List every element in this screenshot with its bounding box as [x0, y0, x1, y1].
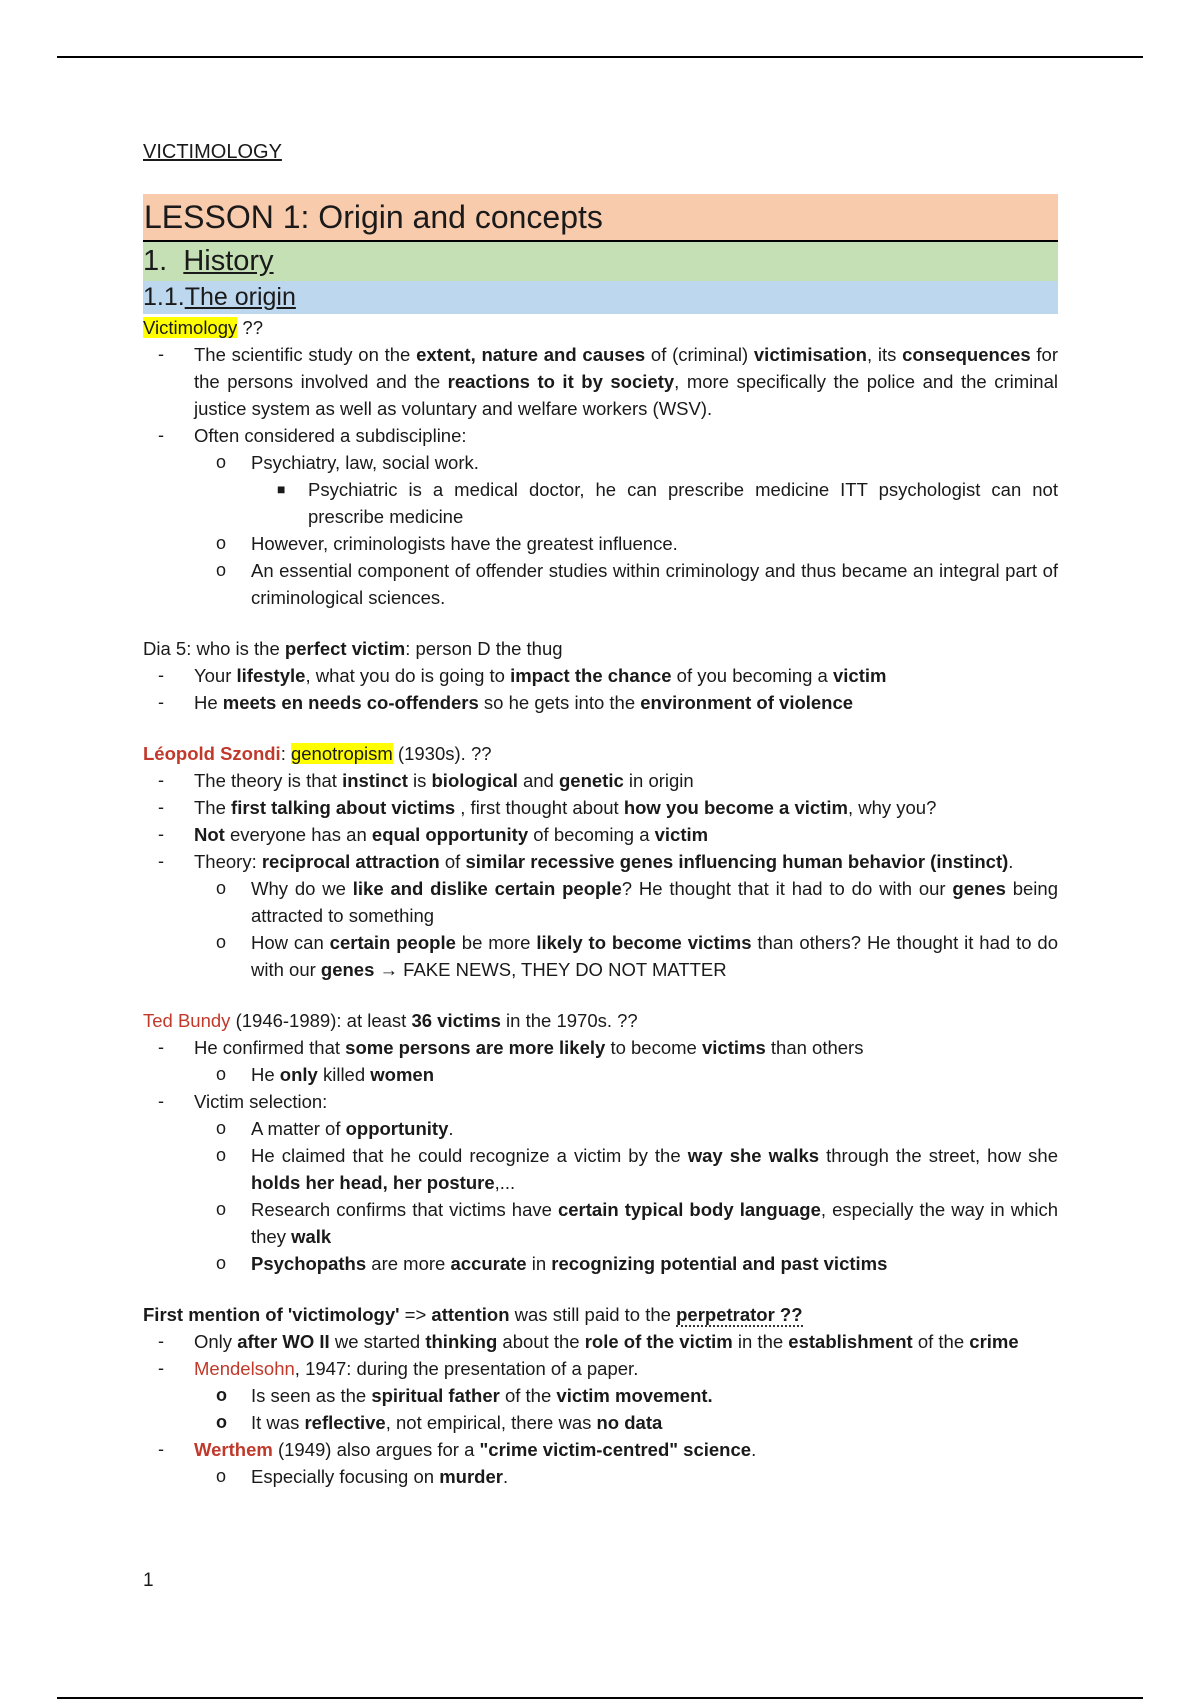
document-page	[143, 140, 1058, 1490]
circle-bullet-icon: o	[216, 1412, 227, 1432]
list-item: - Theory: reciprocal attraction of similar recessive genes influencing human behavior (instinct).	[143, 848, 1058, 875]
circle-bullet-icon: o	[216, 1145, 227, 1165]
list-item: o A matter of opportunity.	[143, 1115, 1058, 1142]
dash-bullet-icon: -	[158, 851, 164, 871]
circle-bullet-icon: o	[216, 1199, 227, 1219]
list-item: - Only after WO II we started thinking about the role of the victim in the establishment of the crime	[143, 1328, 1058, 1355]
circle-bullet-icon: o	[216, 1385, 227, 1405]
genotropism-term: genotropism	[290, 743, 393, 764]
circle-bullet-icon: o	[216, 932, 227, 952]
circle-bullet-icon: o	[216, 1064, 227, 1084]
list-item: - The first talking about victims , first thought about how you become a victim, why you?	[143, 794, 1058, 821]
person-name: Mendelsohn	[194, 1358, 295, 1379]
document-title: VICTIMOLOGY	[143, 141, 282, 163]
list-item: o Why do we like and dislike certain people? He thought that it had to do with our genes being attracted to something	[143, 875, 1058, 929]
dash-bullet-icon: -	[158, 425, 164, 445]
list-item: ■ Psychiatric is a medical doctor, he can prescribe medicine ITT psychologist can not prescribe medicine	[143, 476, 1058, 530]
circle-bullet-icon: o	[216, 1253, 227, 1273]
list-item: o Psychiatry, law, social work.	[143, 449, 1058, 476]
victimology-heading: Victimology ??	[143, 317, 263, 338]
list-item: o Research confirms that victims have certain typical body language, especially the way in which they walk	[143, 1196, 1058, 1250]
dash-bullet-icon: -	[158, 1439, 164, 1459]
list-item: o He claimed that he could recognize a victim by the way she walks through the street, how she holds her head, her posture,...	[143, 1142, 1058, 1196]
list-item: - The scientific study on the extent, nature and causes of (criminal) victimisation, its consequences for the persons involved and the reactions to it by society, more specifically the police and the criminal justice system as well as voluntary and welfare workers (WSV).	[143, 341, 1058, 422]
list-item: - Often considered a subdiscipline:	[143, 422, 1058, 449]
victimology-term: Victimology	[143, 317, 238, 338]
list-item: - He confirmed that some persons are more likely to become victims than others	[143, 1034, 1058, 1061]
list-item: - The theory is that instinct is biological and genetic in origin	[143, 767, 1058, 794]
szondi-heading: Léopold Szondi: genotropism (1930s). ??	[143, 743, 492, 764]
subsection-heading: 1.1.The origin	[143, 281, 1058, 314]
list-item: o Especially focusing on murder.	[143, 1463, 1058, 1490]
first-mention-list	[143, 1328, 1058, 1490]
lesson-heading: LESSON 1: Origin and concepts	[143, 194, 1058, 242]
list-item: - He meets en needs co-offenders so he gets into the environment of violence	[143, 689, 1058, 716]
szondi-list	[143, 767, 1058, 983]
list-item: o Psychopaths are more accurate in recognizing potential and past victims	[143, 1250, 1058, 1277]
section-heading: 1. History	[143, 242, 1058, 281]
list-item: - Your lifestyle, what you do is going to impact the chance of you becoming a victim	[143, 662, 1058, 689]
list-item: o Is seen as the spiritual father of the victim movement.	[143, 1382, 1058, 1409]
dash-bullet-icon: -	[158, 1091, 164, 1111]
dash-bullet-icon: -	[158, 665, 164, 685]
dash-bullet-icon: -	[158, 770, 164, 790]
circle-bullet-icon: o	[216, 1466, 227, 1486]
dash-bullet-icon: -	[158, 692, 164, 712]
list-item: o An essential component of offender studies within criminology and thus became an integral part of criminological sciences.	[143, 557, 1058, 611]
list-item: o It was reflective, not empirical, there was no data	[143, 1409, 1058, 1436]
circle-bullet-icon: o	[216, 560, 227, 580]
circle-bullet-icon: o	[216, 1118, 227, 1138]
list-item: - Victim selection:	[143, 1088, 1058, 1115]
dia5-heading: Dia 5: who is the perfect victim: person D the thug	[143, 638, 563, 659]
dash-bullet-icon: -	[158, 344, 164, 364]
circle-bullet-icon: o	[216, 533, 227, 553]
circle-bullet-icon: o	[216, 878, 227, 898]
list-item: - Not everyone has an equal opportunity of becoming a victim	[143, 821, 1058, 848]
dia5-list	[143, 662, 1058, 716]
dash-bullet-icon: -	[158, 1358, 164, 1378]
square-bullet-icon: ■	[277, 481, 286, 497]
person-name: Ted Bundy	[143, 1010, 231, 1031]
circle-bullet-icon: o	[216, 452, 227, 472]
first-mention-heading: First mention of 'victimology' => attention was still paid to the perpetrator ??	[143, 1304, 803, 1325]
list-item: - Mendelsohn, 1947: during the presentation of a paper.	[143, 1355, 1058, 1382]
bundy-list	[143, 1034, 1058, 1277]
person-name: Léopold Szondi	[143, 743, 281, 764]
list-item: o He only killed women	[143, 1061, 1058, 1088]
victimology-list	[143, 341, 1058, 611]
page-number: 1	[143, 1570, 154, 1591]
list-item: o However, criminologists have the greatest influence.	[143, 530, 1058, 557]
list-item: - Werthem (1949) also argues for a "crime victim-centred" science.	[143, 1436, 1058, 1463]
dash-bullet-icon: -	[158, 797, 164, 817]
dash-bullet-icon: -	[158, 824, 164, 844]
dash-bullet-icon: -	[158, 1037, 164, 1057]
bundy-heading: Ted Bundy (1946-1989): at least 36 victims in the 1970s. ??	[143, 1010, 638, 1031]
dash-bullet-icon: -	[158, 1331, 164, 1351]
person-name: Werthem	[194, 1439, 273, 1460]
top-rule	[57, 56, 1143, 58]
bottom-rule	[57, 1697, 1143, 1699]
list-item: o How can certain people be more likely to become victims than others? He thought it had to do with our genes → FAKE NEWS, THEY DO NOT MATTER	[143, 929, 1058, 983]
